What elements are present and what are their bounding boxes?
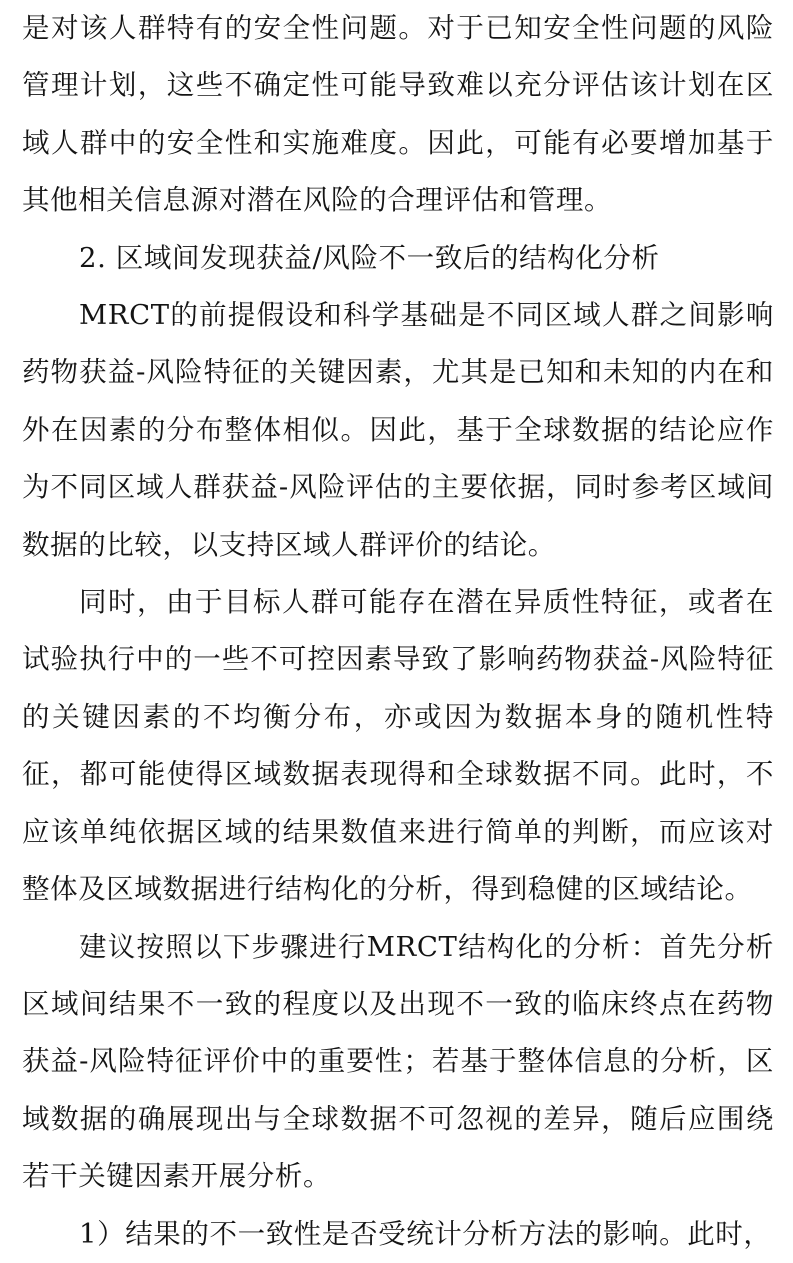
paragraph-continuation: 是对该人群特有的安全性问题。对于已知安全性问题的风险管理计划，这些不确定性可能导致难以充分评估该计划在区域人群中的安全性和实施难度。因此，可能有必要增加基于其他相关信息源对潜在风险的合理评估和管理。 [22,12,774,217]
paragraph-structured-analysis-steps: 建议按照以下步骤进行MRCT结构化的分析：首先分析区域间结果不一致的程度以及出现不一致的临床终点在药物获益-风险特征评价中的重要性；若基于整体信息的分析，区域数据的确展现出与全球数据不可忽视的差异，随后应围绕若干关键因素开展分析。 [22,930,774,1193]
paragraph-list-item-1: 1）结果的不一致性是否受统计分析方法的影响。此时， [79,1217,772,1250]
paragraph-mrct-premise: MRCT的前提假设和科学基础是不同区域人群之间影响药物获益-风险特征的关键因素，尤其是已知和未知的内在和外在因素的分布整体相似。因此，基于全球数据的结论应作为不同区域人群获益-风险评估的主要依据，同时参考区域间数据的比较，以支持区域人群评价的结论。 [22,299,774,561]
section-heading: 2. 区域间发现获益/风险不一致后的结构化分析 [79,241,660,274]
document-page [22,0,774,1263]
paragraph-heterogeneity: 同时，由于目标人群可能存在潜在异质性特征，或者在试验执行中的一些不可控因素导致了影响药物获益-风险特征的关键因素的不均衡分布，亦或因为数据本身的随机性特征，都可能使得区域数据表现得和全球数据不同。此时，不应该单纯依据区域的结果数值来进行简单的判断，而应该对整体及区域数据进行结构化的分析，得到稳健的区域结论。 [22,586,774,906]
